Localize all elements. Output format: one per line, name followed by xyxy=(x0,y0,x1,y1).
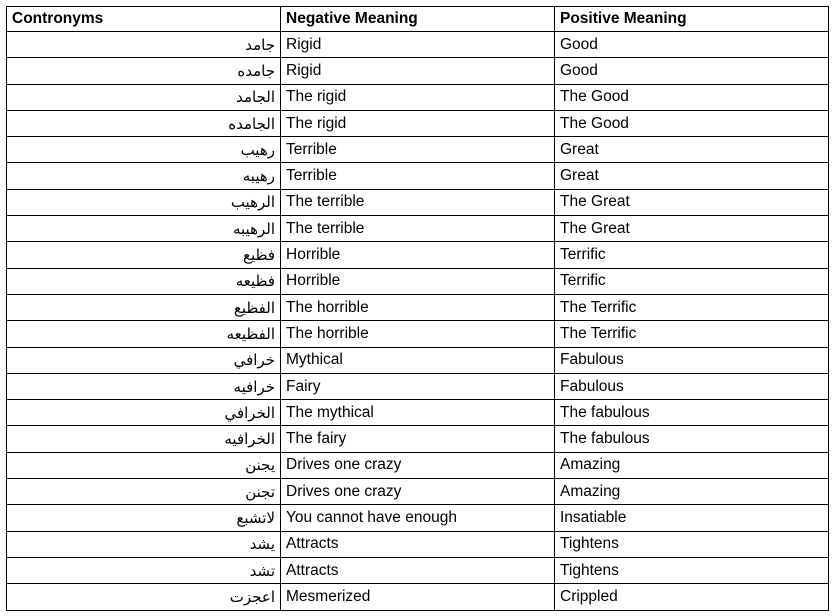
table-row xyxy=(7,268,829,294)
table-row xyxy=(7,557,829,583)
contronym-cell: تشد xyxy=(7,557,281,583)
table-body xyxy=(7,32,829,611)
positive-meaning-cell: The Terrific xyxy=(555,321,829,347)
table-row xyxy=(7,163,829,189)
contronym-cell: جامد xyxy=(7,32,281,58)
table-row xyxy=(7,137,829,163)
positive-meaning-cell: Fabulous xyxy=(555,347,829,373)
contronym-cell: الرهيبه xyxy=(7,216,281,242)
negative-meaning-cell: Drives one crazy xyxy=(281,452,555,478)
table-row xyxy=(7,347,829,373)
contronym-cell: الخرافي xyxy=(7,400,281,426)
positive-meaning-cell: The Terrific xyxy=(555,294,829,320)
contronym-cell: الجامد xyxy=(7,84,281,110)
table-row xyxy=(7,400,829,426)
positive-meaning-cell: Good xyxy=(555,58,829,84)
positive-meaning-cell: Amazing xyxy=(555,479,829,505)
negative-meaning-cell: The rigid xyxy=(281,84,555,110)
table-row xyxy=(7,294,829,320)
contronym-cell: الجامده xyxy=(7,110,281,136)
positive-meaning-cell: Fabulous xyxy=(555,373,829,399)
negative-meaning-cell: Mythical xyxy=(281,347,555,373)
table-row xyxy=(7,373,829,399)
contronym-cell: يشد xyxy=(7,531,281,557)
positive-meaning-cell: Terrific xyxy=(555,268,829,294)
negative-meaning-cell: Mesmerized xyxy=(281,584,555,610)
contronym-cell: يجنن xyxy=(7,452,281,478)
negative-meaning-cell: The fairy xyxy=(281,426,555,452)
negative-meaning-cell: Rigid xyxy=(281,58,555,84)
positive-meaning-cell: The Great xyxy=(555,216,829,242)
contronym-cell: رهيبه xyxy=(7,163,281,189)
positive-meaning-cell: Amazing xyxy=(555,452,829,478)
positive-meaning-cell: Great xyxy=(555,163,829,189)
header-contronyms: Contronyms xyxy=(7,7,281,32)
contronym-cell: فظيع xyxy=(7,242,281,268)
header-positive-meaning: Positive Meaning xyxy=(555,7,829,32)
table-row xyxy=(7,584,829,610)
contronym-cell: الفظيعه xyxy=(7,321,281,347)
positive-meaning-cell: The Good xyxy=(555,84,829,110)
header-row xyxy=(7,7,829,32)
positive-meaning-cell: Tightens xyxy=(555,531,829,557)
table-row xyxy=(7,479,829,505)
table-row xyxy=(7,58,829,84)
table-row xyxy=(7,426,829,452)
table-row xyxy=(7,110,829,136)
contronym-cell: خرافيه xyxy=(7,373,281,399)
positive-meaning-cell: Crippled xyxy=(555,584,829,610)
negative-meaning-cell: Fairy xyxy=(281,373,555,399)
contronym-cell: جامده xyxy=(7,58,281,84)
negative-meaning-cell: Horrible xyxy=(281,268,555,294)
negative-meaning-cell: Attracts xyxy=(281,531,555,557)
table-row xyxy=(7,452,829,478)
contronym-cell: الفظيع xyxy=(7,294,281,320)
positive-meaning-cell: The fabulous xyxy=(555,400,829,426)
positive-meaning-cell: Tightens xyxy=(555,557,829,583)
negative-meaning-cell: The horrible xyxy=(281,294,555,320)
contronym-cell: الخرافيه xyxy=(7,426,281,452)
positive-meaning-cell: Good xyxy=(555,32,829,58)
contronym-cell: الرهيب xyxy=(7,189,281,215)
contronym-cell: تجنن xyxy=(7,479,281,505)
table-row xyxy=(7,321,829,347)
positive-meaning-cell: The fabulous xyxy=(555,426,829,452)
contronym-cell: فظيعه xyxy=(7,268,281,294)
negative-meaning-cell: The horrible xyxy=(281,321,555,347)
contronym-cell: خرافي xyxy=(7,347,281,373)
positive-meaning-cell: Terrific xyxy=(555,242,829,268)
contronym-cell: اعجزت xyxy=(7,584,281,610)
table-row xyxy=(7,216,829,242)
contronym-cell: لاتشبع xyxy=(7,505,281,531)
contronym-cell: رهيب xyxy=(7,137,281,163)
table-row xyxy=(7,505,829,531)
positive-meaning-cell: The Good xyxy=(555,110,829,136)
negative-meaning-cell: You cannot have enough xyxy=(281,505,555,531)
table-row xyxy=(7,531,829,557)
header-negative-meaning: Negative Meaning xyxy=(281,7,555,32)
positive-meaning-cell: Insatiable xyxy=(555,505,829,531)
negative-meaning-cell: Horrible xyxy=(281,242,555,268)
contronyms-table xyxy=(6,6,829,611)
table-row xyxy=(7,84,829,110)
negative-meaning-cell: Terrible xyxy=(281,137,555,163)
table-row xyxy=(7,189,829,215)
negative-meaning-cell: The rigid xyxy=(281,110,555,136)
negative-meaning-cell: Attracts xyxy=(281,557,555,583)
negative-meaning-cell: The mythical xyxy=(281,400,555,426)
table-row xyxy=(7,32,829,58)
negative-meaning-cell: Terrible xyxy=(281,163,555,189)
negative-meaning-cell: Rigid xyxy=(281,32,555,58)
positive-meaning-cell: The Great xyxy=(555,189,829,215)
positive-meaning-cell: Great xyxy=(555,137,829,163)
negative-meaning-cell: Drives one crazy xyxy=(281,479,555,505)
negative-meaning-cell: The terrible xyxy=(281,216,555,242)
table-row xyxy=(7,242,829,268)
negative-meaning-cell: The terrible xyxy=(281,189,555,215)
